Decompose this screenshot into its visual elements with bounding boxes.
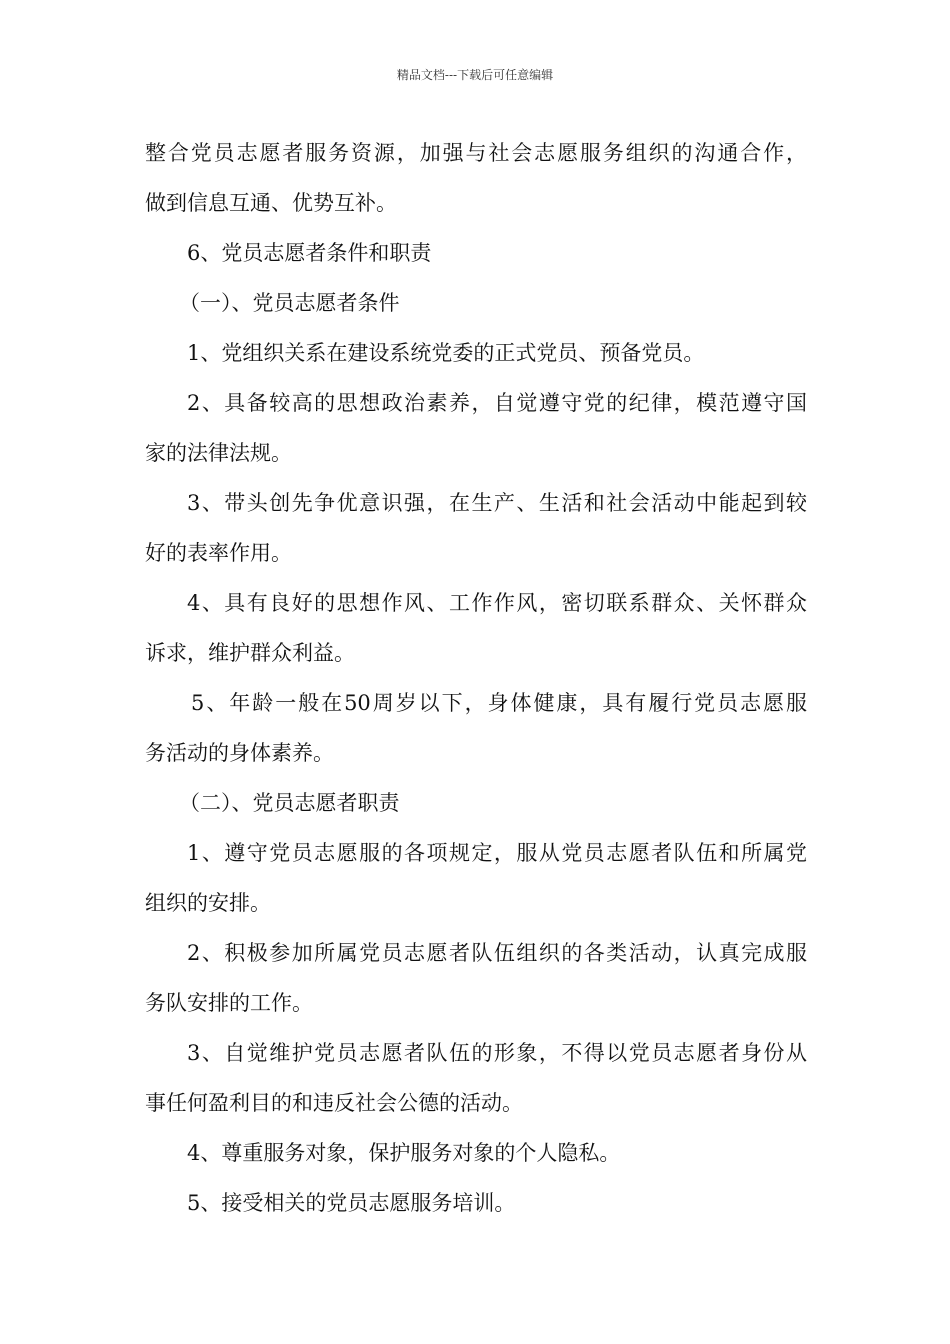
text-line: 诉求，维护群众利益。 (145, 641, 355, 665)
text-line: 5、接受相关的党员志愿服务培训。 (187, 1191, 516, 1215)
paragraph (145, 828, 807, 928)
text-line: 6、党员志愿者条件和职责 (187, 241, 432, 265)
document-body (145, 128, 807, 1228)
text-line: 做到信息互通、优势互补。 (145, 191, 397, 215)
paragraph (145, 328, 807, 378)
page-header: 精品文档---下载后可任意编辑 (396, 68, 554, 82)
text-line: 整合党员志愿者服务资源，加强与社会志愿服务组织的沟通合作， (145, 141, 807, 165)
text-line: 务队安排的工作。 (145, 991, 313, 1015)
subsection-heading (145, 778, 807, 828)
text-line: 2、积极参加所属党员志愿者队伍组织的各类活动，认真完成服 (187, 941, 807, 965)
paragraph (145, 678, 807, 778)
text-line: （一）、党员志愿者条件 (179, 291, 400, 315)
text-line: 5、年龄一般在50周岁以下，身体健康，具有履行党员志愿服 (191, 691, 807, 715)
text-line: 4、尊重服务对象，保护服务对象的个人隐私。 (187, 1141, 621, 1165)
paragraph (145, 1128, 807, 1178)
text-line: 家的法律法规。 (145, 441, 292, 465)
paragraph (145, 1178, 807, 1228)
text-line: （二）、党员志愿者职责 (179, 791, 400, 815)
text-line: 1、党组织关系在建设系统党委的正式党员、预备党员。 (187, 341, 705, 365)
text-line: 2、具备较高的思想政治素养，自觉遵守党的纪律，模范遵守国 (187, 391, 807, 415)
text-line: 1、遵守党员志愿服的各项规定，服从党员志愿者队伍和所属党 (187, 841, 807, 865)
text-line: 3、带头创先争优意识强，在生产、生活和社会活动中能起到较 (187, 491, 807, 515)
text-line: 事任何盈利目的和违反社会公德的活动。 (145, 1091, 523, 1115)
text-line: 3、自觉维护党员志愿者队伍的形象，不得以党员志愿者身份从 (187, 1041, 807, 1065)
paragraph (145, 928, 807, 1028)
section-heading (145, 228, 807, 278)
text-line: 组织的安排。 (145, 891, 271, 915)
text-line: 务活动的身体素养。 (145, 741, 334, 765)
paragraph (145, 478, 807, 578)
paragraph (145, 1028, 807, 1128)
paragraph (145, 378, 807, 478)
paragraph (145, 128, 807, 228)
text-line: 4、具有良好的思想作风、工作作风，密切联系群众、关怀群众 (187, 591, 807, 615)
text-line: 好的表率作用。 (145, 541, 292, 565)
paragraph (145, 578, 807, 678)
subsection-heading (145, 278, 807, 328)
